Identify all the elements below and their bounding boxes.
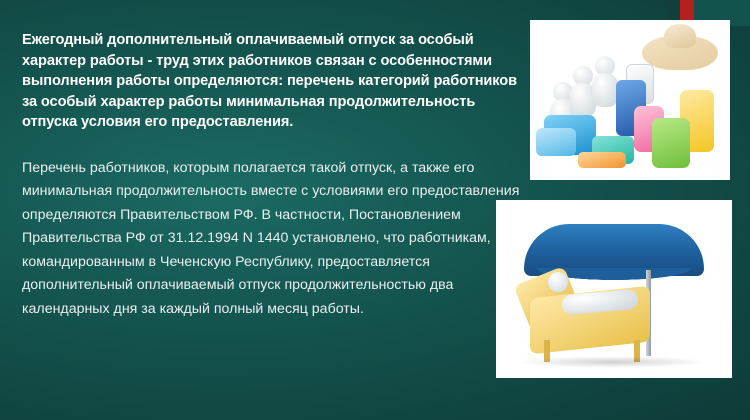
slide-title: Ежегодный дополнительный оплачиваемый отпуск за особый характер работы - труд этих работников связан с особенностями выполнения работы определяются: перечень категорий работников за особый характер работы минимальная продолжительность отпуска условия его предоставления. (22, 32, 517, 130)
sun-hat-icon (642, 36, 718, 70)
suitcase-icon (536, 128, 576, 156)
figure-head (548, 272, 568, 292)
beach-lounger-image (496, 200, 732, 378)
slide-content (22, 30, 527, 321)
figure-icon (592, 56, 618, 107)
suitcase-icon (578, 152, 626, 168)
umbrella-icon (524, 224, 704, 276)
shadow (518, 356, 708, 368)
slide-body-text: Перечень работников, которым полагается такой отпуск, а также его минимальная продолжительность вместе с условиями его предоставления определяются Правительством РФ. В частности, Постановлением Правительства РФ от 31.12.1994 N 1440 установлено, что работникам, командированным в Чеченскую Республику, предоставляется дополнительный оплачиваемый отпуск продолжительностью два календарных дня за каждый полный месяц работы. (22, 159, 520, 317)
luggage-pile-image (530, 20, 730, 180)
suitcase-icon (652, 118, 690, 168)
